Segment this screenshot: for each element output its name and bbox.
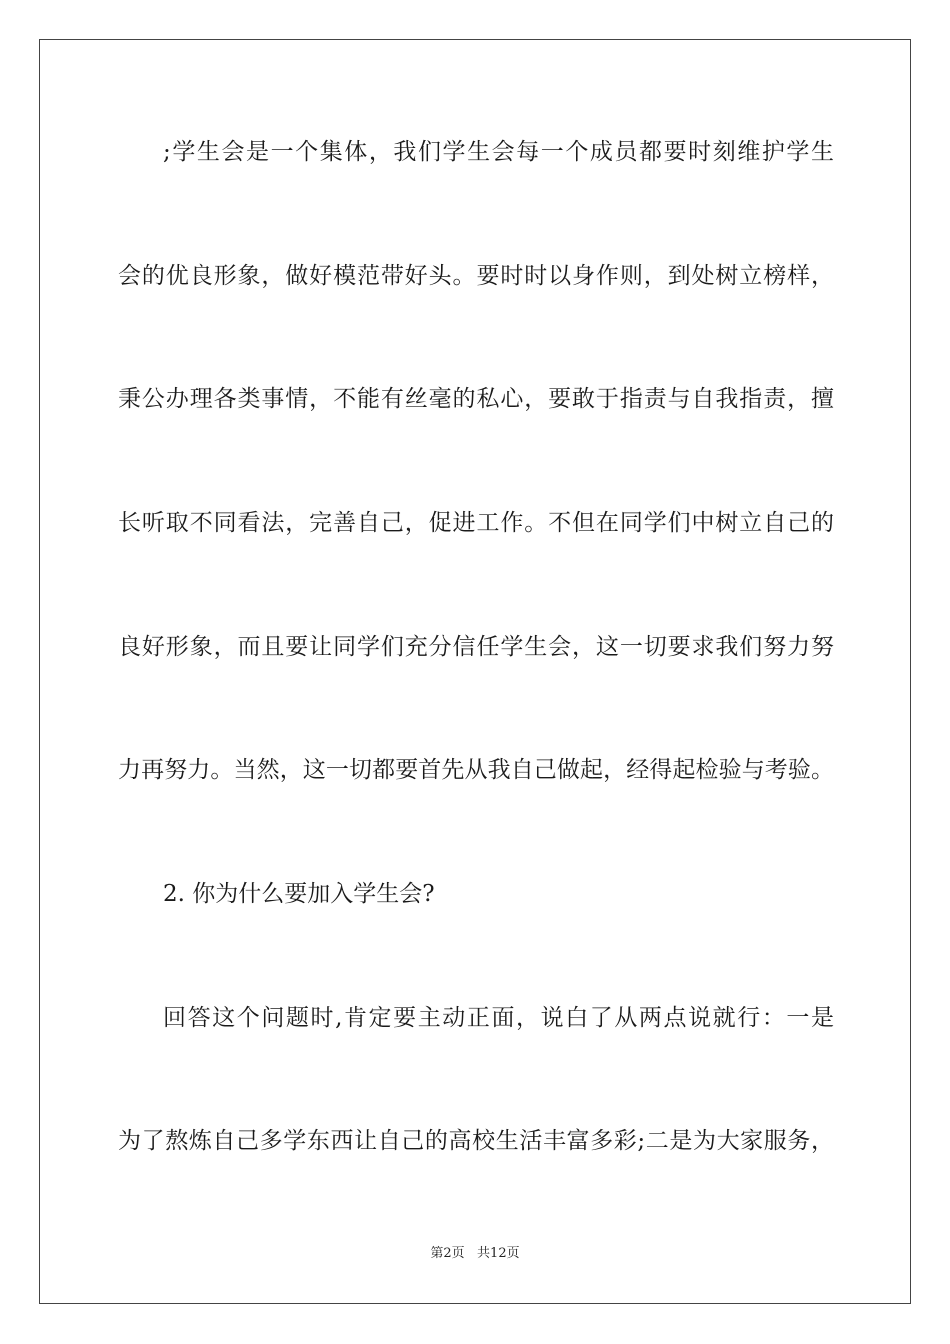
paragraph-line-5: 良好形象，而且要让同学们充分信任学生会，这一切要求我们努力努	[118, 634, 834, 660]
paragraph-line-7: 回答这个问题时,肯定要主动正面，说白了从两点说就行：一是	[163, 1005, 834, 1031]
question-heading: 2. 你为什么要加入学生会?	[163, 881, 435, 907]
page-border	[39, 39, 911, 1304]
paragraph-line-8: 为了熬炼自己多学东西让自己的高校生活丰富多彩;二是为大家服务，	[118, 1128, 834, 1154]
paragraph-line-2: 会的优良形象，做好模范带好头。要时时以身作则，到处树立榜样，	[118, 263, 834, 289]
paragraph-line-1: ;学生会是一个集体，我们学生会每一个成员都要时刻维护学生	[163, 139, 834, 165]
page-number-footer: 第2页 共12页	[430, 1246, 520, 1261]
paragraph-line-3: 秉公办理各类事情，不能有丝毫的私心，要敢于指责与自我指责，擅	[118, 386, 834, 412]
paragraph-line-6: 力再努力。当然，这一切都要首先从我自己做起，经得起检验与考验。	[118, 757, 834, 783]
paragraph-line-4: 长听取不同看法，完善自己，促进工作。不但在同学们中树立自己的	[118, 510, 834, 536]
